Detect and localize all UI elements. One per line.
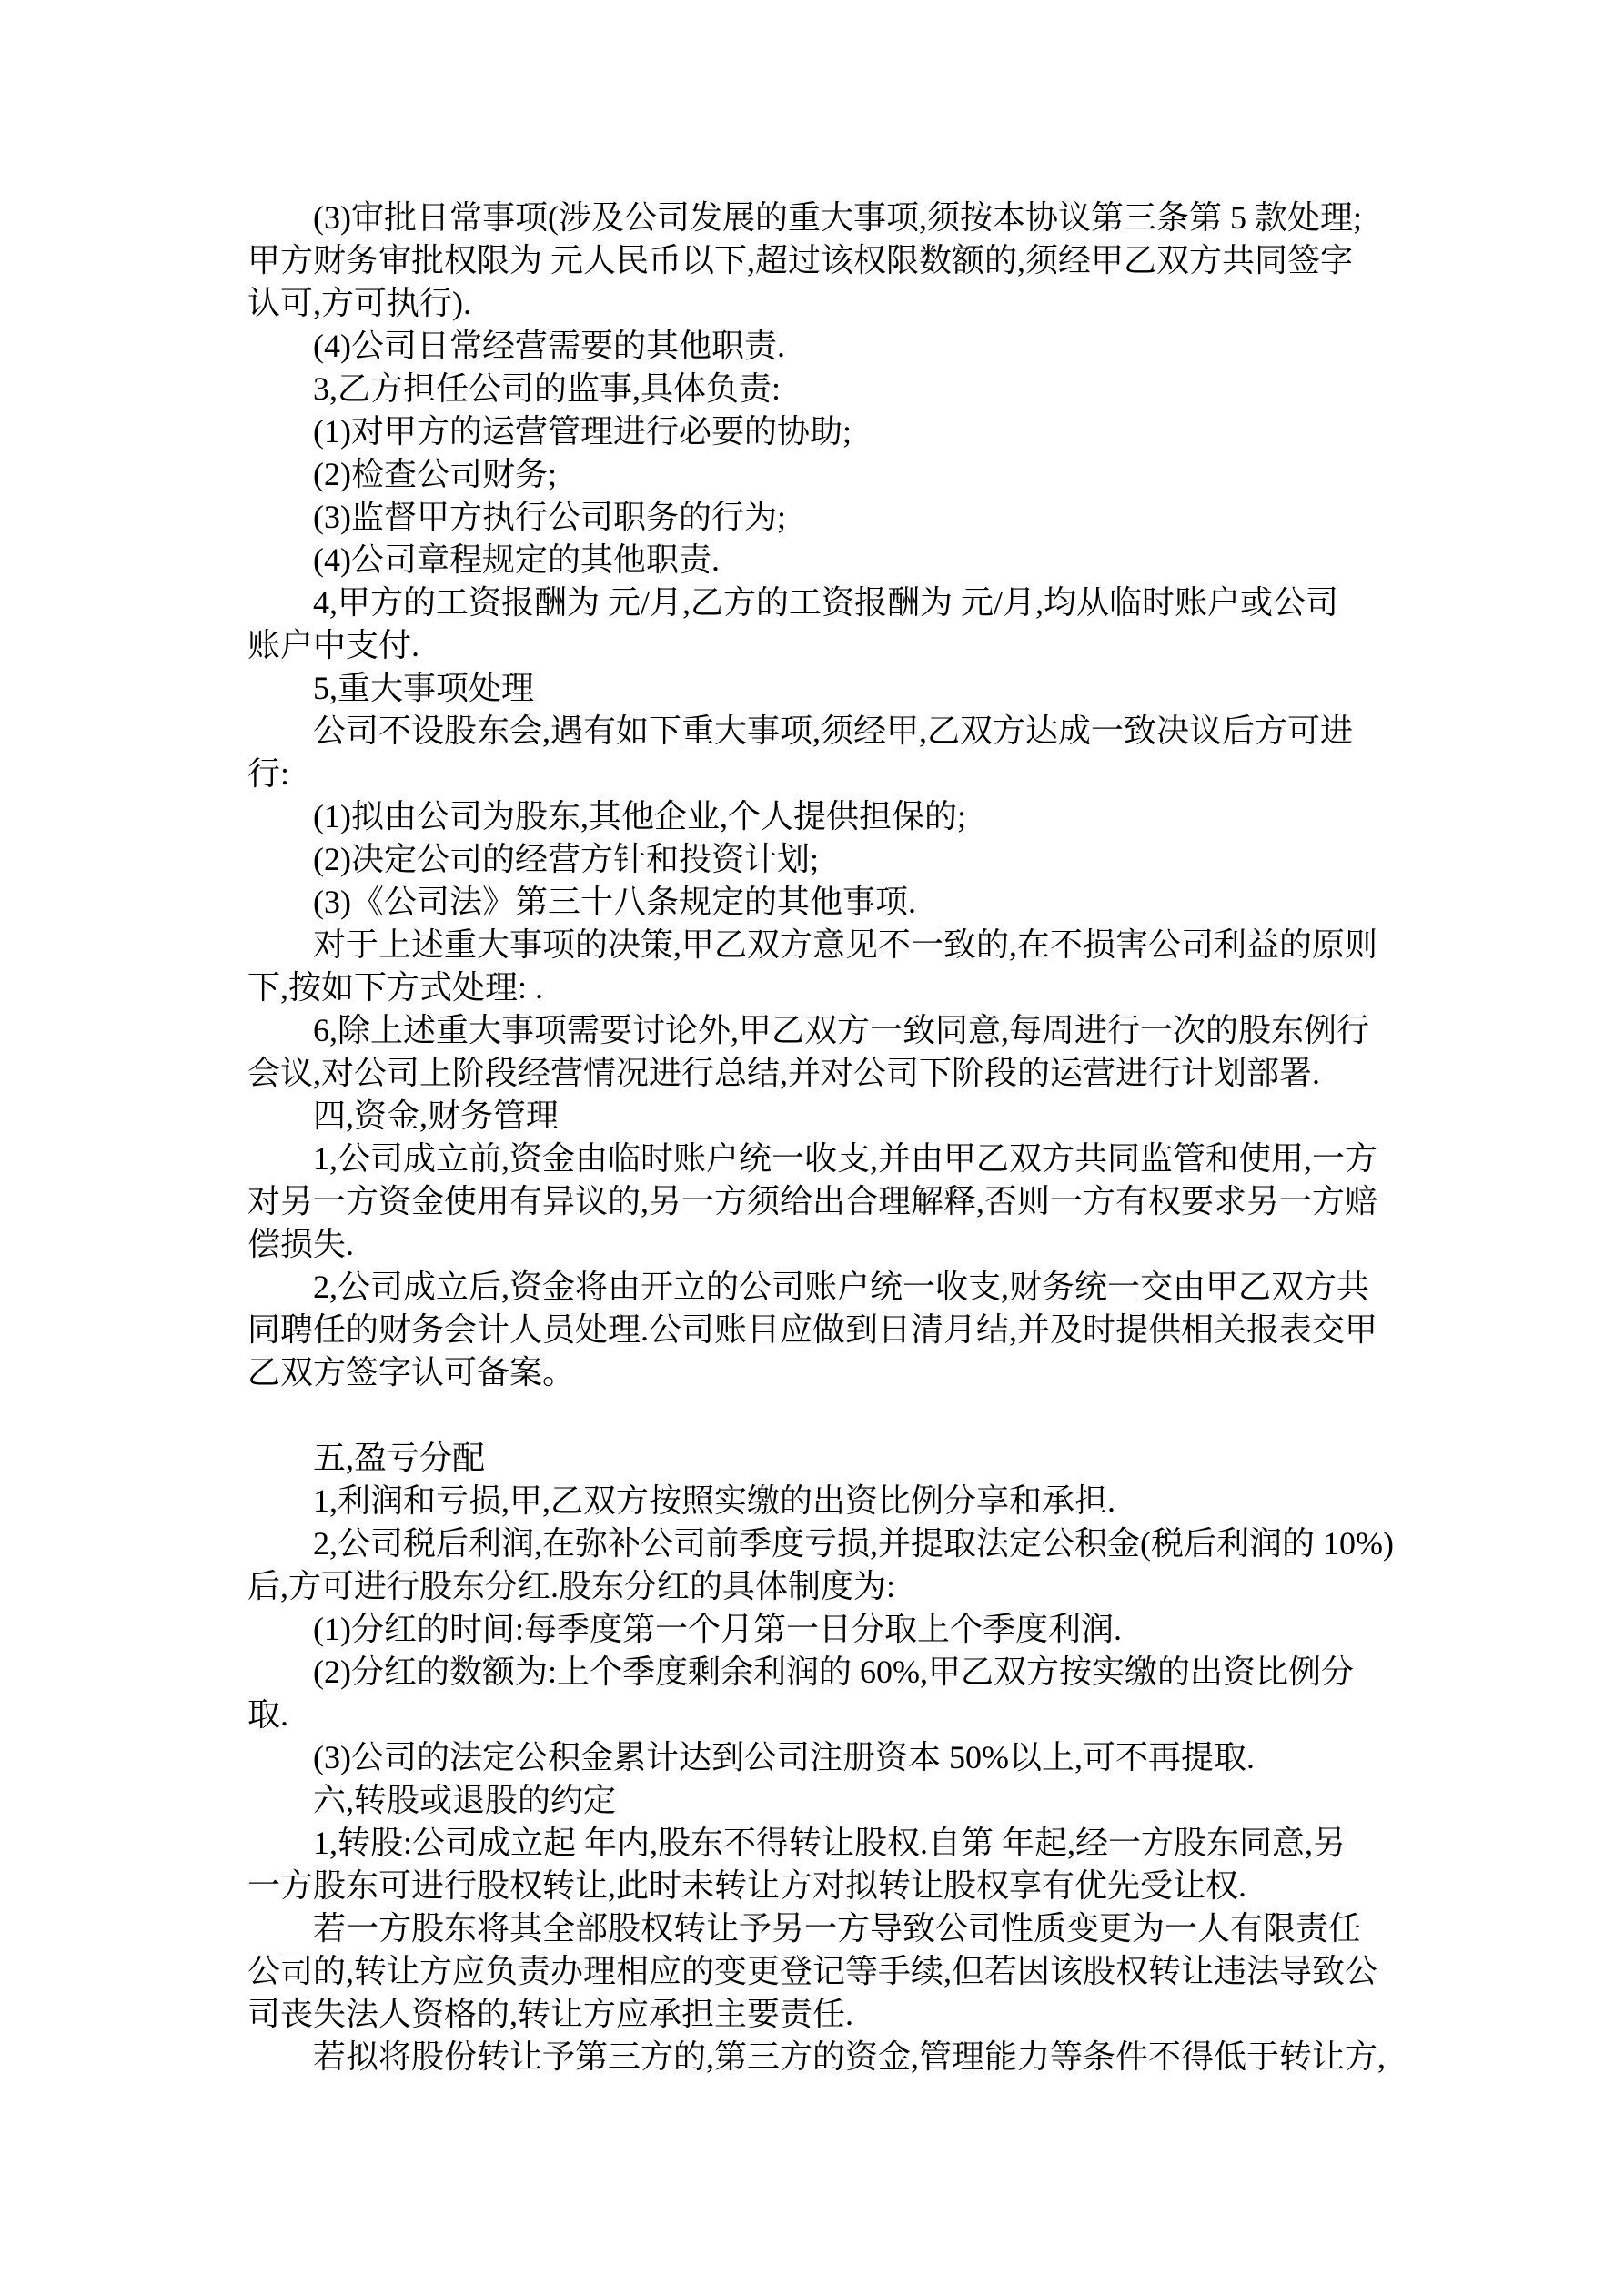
document-line: 1,利润和亏损,甲,乙双方按照实缴的出资比例分享和承担. [313,1482,1116,1519]
document-line: (4)公司章程规定的其他职责. [313,541,720,578]
document-line: 对于上述重大事项的决策,甲乙双方意见不一致的,在不损害公司利益的原则 [313,926,1378,963]
document-line: 取. [247,1696,289,1733]
document-lines [247,197,1394,2079]
document-line: 后,方可进行股东分红.股东分红的具体制度为: [247,1568,896,1604]
document-line: 四,资金,财务管理 [313,1097,560,1134]
document-line: 偿损失. [247,1226,355,1262]
document-line: 3,乙方担任公司的监事,具体负责: [313,370,782,407]
document-line: 认可,方可执行). [247,285,471,321]
document-line: 行: [247,755,290,792]
document-line: 六,转股或退股的约定 [313,1782,617,1818]
document-line: 若拟将股份转让予第三方的,第三方的资金,管理能力等条件不得低于转让方, [313,2038,1387,2075]
document-line: 公司不设股东会,遇有如下重大事项,须经甲,乙双方达成一致决议后方可进 [313,713,1354,749]
document-line: 五,盈亏分配 [313,1440,486,1476]
document-line: 账户中支付. [247,627,420,663]
document-line: 司丧失法人资格的,转让方应承担主要责任. [247,1996,854,2032]
document-line: (1)对甲方的运营管理进行必要的协助; [313,413,852,450]
document-line: 乙双方签字认可备案。 [247,1354,576,1391]
document-line: 甲方财务审批权限为 元人民币以下,超过该权限数额的,须经甲乙双方共同签字 [247,242,1354,278]
document-line: (4)公司日常经营需要的其他职责. [313,328,785,364]
document-line: 6,除上述重大事项需要讨论外,甲乙双方一致同意,每周进行一次的股东例行 [313,1012,1370,1048]
document-line: 若一方股东将其全部股权转让予另一方导致公司性质变更为一人有限责任 [313,1910,1362,1947]
document-line: (3)公司的法定公积金累计达到公司注册资本 50%以上,可不再提取. [313,1739,1255,1775]
document-line: 2,公司成立后,资金将由开立的公司账户统一收支,财务统一交由甲乙双方共 [313,1269,1370,1305]
document-line: (2)决定公司的经营方针和投资计划; [313,841,819,877]
document-line: (1)拟由公司为股东,其他企业,个人提供担保的; [313,798,966,834]
document-line: 下,按如下方式处理: . [247,969,544,1006]
document-line: 4,甲方的工资报酬为 元/月,乙方的工资报酬为 元/月,均从临时账户或公司 [313,584,1339,621]
document-line: (3)审批日常事项(涉及公司发展的重大事项,须按本协议第三条第 5 款处理; [313,199,1362,236]
document-line: (2)分红的数额为:上个季度剩余利润的 60%,甲乙双方按实缴的出资比例分 [313,1654,1354,1690]
document-line: 2,公司税后利润,在弥补公司前季度亏损,并提取法定公积金(税后利润的 10%) [313,1525,1394,1562]
document-line: 1,转股:公司成立起 年内,股东不得转让股权.自第 年起,经一方股东同意,另 [313,1825,1347,1861]
document-line: 5,重大事项处理 [313,670,535,706]
document-line: 公司的,转让方应负责办理相应的变更登记等手续,但若因该股权转让违法导致公 [247,1953,1378,1989]
document-line: 同聘任的财务会计人员处理.公司账目应做到日清月结,并及时提供相关报表交甲 [247,1311,1378,1348]
document-line: 一方股东可进行股权转让,此时未转让方对拟转让股权享有优先受让权. [247,1867,1247,1904]
document-line: (3)《公司法》第三十八条规定的其他事项. [313,884,916,920]
document-line: 1,公司成立前,资金由临时账户统一收支,并由甲乙双方共同监管和使用,一方 [313,1140,1378,1177]
document-line: 会议,对公司上阶段经营情况进行总结,并对公司下阶段的运营进行计划部署. [247,1055,1321,1091]
document-line: (3)监督甲方执行公司职务的行为; [313,499,786,535]
document-line: (1)分红的时间:每季度第一个月第一日分取上个季度利润. [313,1611,1122,1647]
document-line: 对另一方资金使用有异议的,另一方须给出合理解释,否则一方有权要求另一方赔 [247,1183,1378,1219]
document-line: (2)检查公司财务; [313,456,557,492]
blank-line [247,1394,1376,1437]
